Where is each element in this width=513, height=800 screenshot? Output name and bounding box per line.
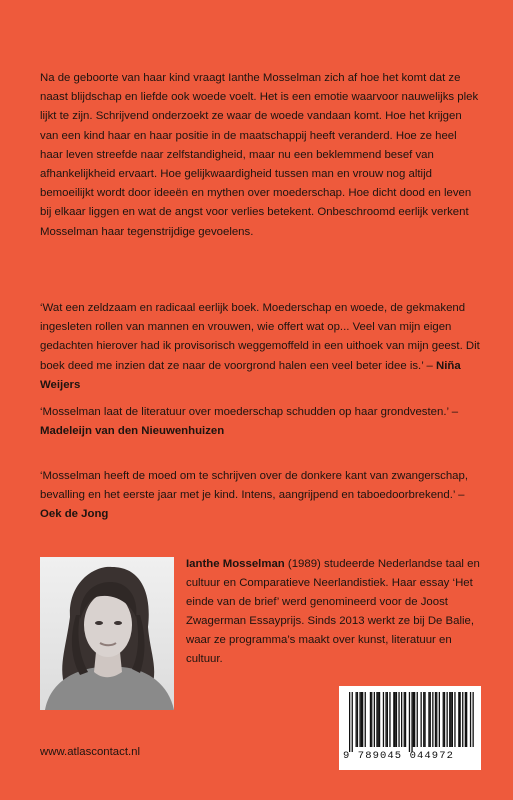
barcode-bar — [398, 692, 399, 747]
barcode-bar — [365, 692, 366, 747]
barcode-bar — [466, 692, 467, 747]
barcode-bar — [432, 692, 433, 747]
barcode-bar — [387, 692, 388, 747]
barcode-bar — [450, 692, 451, 747]
barcode-bar — [356, 692, 357, 747]
author-photo — [40, 557, 174, 710]
barcode-bar — [393, 692, 394, 747]
barcode-bar — [470, 692, 471, 747]
barcode-bar — [465, 692, 466, 747]
quote-text: ‘Wat een zeldzaam en radicaal eerlijk boek. Moederschap en woede, de gekmakend ingesleten rollen van mannen en vrouwen, wie offert wat op... Veel van mijn eigen gedachten hierover had ik provisorisch weggemoffeld in een uithoek van mijn geest. Dit boek deed me inzien dat ze naar de voorgrond halen een veel beter idee is.’ — [40, 302, 480, 372]
barcode-bar — [401, 692, 402, 747]
quote-author: Oek de Jong — [40, 508, 109, 521]
barcode-bar — [379, 692, 380, 747]
barcode-bar — [359, 692, 360, 747]
quote-dash: – — [454, 489, 465, 502]
quote-author: Madeleijn van den Nieuwenhuizen — [40, 425, 225, 438]
barcode-bar — [443, 692, 444, 747]
barcode-bar — [428, 692, 429, 747]
barcode-bar — [374, 692, 375, 747]
barcode-bar — [424, 692, 425, 747]
barcode-bar — [454, 692, 455, 747]
barcode-bar — [389, 692, 390, 747]
review-quote — [40, 299, 480, 395]
barcode-bar — [436, 692, 437, 747]
quote-dash: – — [423, 359, 436, 372]
barcode-bar — [460, 692, 461, 747]
isbn-barcode — [339, 686, 481, 770]
barcode-bar — [396, 692, 397, 747]
barcode-bar — [452, 692, 453, 747]
isbn-number: 9 789045 044972 — [343, 750, 455, 762]
barcode-bar — [352, 692, 353, 752]
barcode-bar — [447, 692, 448, 747]
barcode-bar — [417, 692, 418, 747]
barcode-bar — [473, 692, 474, 747]
quote-text: ‘Mosselman laat de literatuur over moederschap schudden op haar grondvesten.’ — [40, 406, 449, 418]
barcode-bar — [435, 692, 436, 747]
barcode-bar — [370, 692, 371, 747]
blurb-text: Na de geboorte van haar kind vraagt Ianthe Mosselman zich af hoe het komt dat ze naast blijdschap en liefde ook woede voelt. Het is een emotie waarvoor nauwelijks plek lijkt te zijn. Schrijvend onderzoekt ze waar de woede vandaan komt. Hoe het krijgen van een kind haar en haar positie in de maatschappij heeft veranderd. Hoe ze heel haar leven streefde naar zelfstandigheid, maar nu een beklemmend besef van afhankelijkheid ervaart. Hoe gelijkwaardigheid tussen man en vrouw nog altijd bemoeilijkt wordt door ideeën en mythen over moederschap. Hoe dicht dood en leven bij elkaar liggen en wat de angst voor verlies betekent. Onbeschroomd eerlijk verkent Mosselman haar tegenstrijdige gevoelens. — [40, 72, 479, 238]
barcode-bar — [411, 692, 412, 752]
barcode-bar — [462, 692, 463, 747]
barcode-bar — [430, 692, 431, 747]
quote-text: ‘Mosselman heeft de moed om te schrijven over de donkere kant van zwangerschap, bevalling en het eerste jaar met je kind. Intens, aangrijpend en taboedoorbrekend.’ — [40, 470, 469, 502]
barcode-bar — [405, 692, 406, 747]
author-bio-text: (1989) studeerde Nederlandse taal en cultuur en Comparatieve Neerlandistiek. Haar essay ‘Het einde van de brief’ werd genomineerd voor de Joost Zwagerman Essayprijs. Sinds 2013 werkt ze bij De Balie, waar ze programma’s maakt over kunst, literatuur en cultuur. — [186, 558, 480, 665]
author-bio — [186, 555, 486, 669]
barcode-bar — [444, 692, 445, 747]
publisher-website[interactable]: www.atlascontact.nl — [40, 746, 141, 758]
barcode-bar — [383, 692, 384, 747]
barcode-bar — [362, 692, 363, 747]
barcode-bar — [421, 692, 422, 747]
barcode-bar — [371, 692, 372, 747]
barcode-bar — [458, 692, 459, 747]
barcode-bar — [414, 692, 415, 747]
barcode-bar — [395, 692, 396, 747]
author-portrait-icon — [40, 557, 174, 710]
quote-dash: – — [448, 406, 459, 418]
barcode-bar — [349, 692, 350, 752]
barcode-bar — [385, 692, 386, 747]
author-name: Ianthe Mosselman — [186, 558, 285, 570]
barcode-bar — [413, 692, 414, 747]
barcode-bar — [361, 692, 362, 747]
review-quote — [40, 467, 480, 525]
barcode-bar — [449, 692, 450, 747]
barcode-bar — [409, 692, 410, 752]
barcode-bar — [423, 692, 424, 747]
barcode-bar — [378, 692, 379, 747]
barcode-bar — [357, 692, 358, 747]
barcode-bar — [376, 692, 377, 747]
quote-author: Niña Weijers — [40, 359, 461, 391]
barcode-bar — [404, 692, 405, 747]
review-quote — [40, 403, 480, 441]
back-cover-blurb — [40, 69, 480, 242]
barcode-bar — [439, 692, 440, 747]
